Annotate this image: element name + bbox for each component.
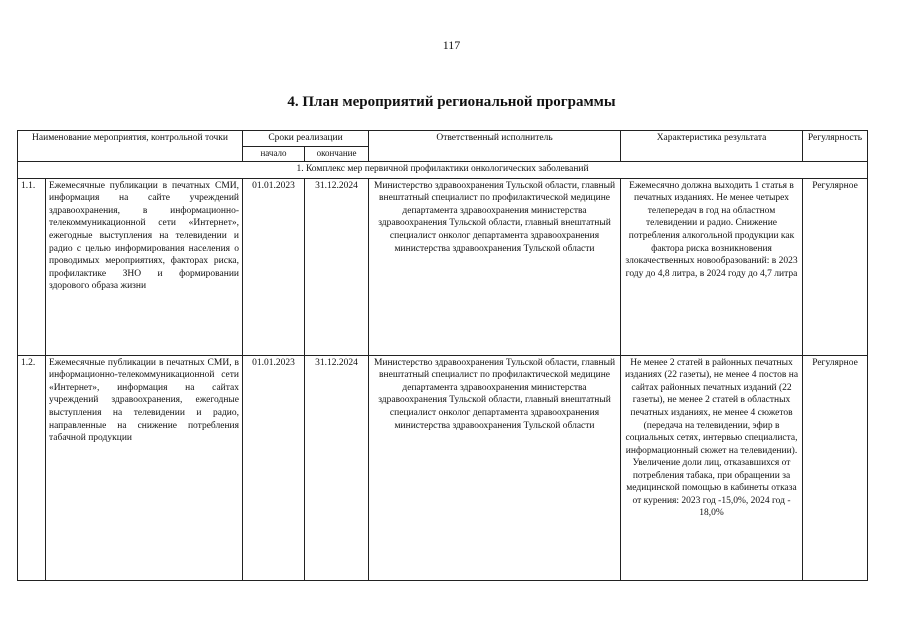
row-start-date: 01.01.2023 xyxy=(243,178,305,355)
row-regularity: Регулярное xyxy=(803,178,868,355)
row-name: Ежемесячные публикации в печатных СМИ, информация на сайте учреждений здравоохранения, в информационно-телекоммуникационной сети «Интернет», ежегодные выступления на телевидении и радио с целью информирования населения о проводимых мероприятиях, факторах риска, профилактике ЗНО и формировании здорового образа жизни xyxy=(46,178,243,355)
header-start: начало xyxy=(243,147,305,162)
table-row xyxy=(18,355,868,580)
header-regularity: Регулярность xyxy=(803,131,868,162)
header-executor: Ответственный исполнитель xyxy=(369,131,621,162)
section-title: 1. Комплекс мер первичной профилактики онкологических заболеваний xyxy=(18,161,868,178)
row-result: Ежемесячно должна выходить 1 статья в печатных изданиях. Не менее четырех телепередач в год на областном телевидении и радио. Снижение потребления алкогольной продукции как фактора риска возникновения злокачественных новообразований: в 2023 году до 4,8 литра, в 2024 году до 4,7 литра xyxy=(621,178,803,355)
row-number: 1.1. xyxy=(18,178,46,355)
row-result: Не менее 2 статей в районных печатных изданиях (22 газеты), не менее 4 постов на сайтах районных печатных изданий (22 газеты), не менее 2 статей в областных печатных изданиях, не менее 4 сюжетов (передача на телевидении, эфир в социальных сетях, интервью специалиста, информационный сюжет на телевидении). Увеличение доли лиц, отказавшихся от потребления табака, при обращении за медицинской помощью в кабинеты отказа от курения: 2023 год -15,0%, 2024 год - 18,0% xyxy=(621,355,803,580)
action-plan-table xyxy=(17,130,868,581)
header-name: Наименование мероприятия, контрольной точки xyxy=(18,131,243,162)
row-name: Ежемесячные публикации в печатных СМИ, в информационно-телекоммуникационной сети «Интернет», информация на сайтах учреждений здравоохранения, ежегодные выступления на телевидении и радио, направленные на снижение потребления табачной продукции xyxy=(46,355,243,580)
section-heading: 4. План мероприятий региональной программы xyxy=(287,94,616,110)
row-end-date: 31.12.2024 xyxy=(305,355,369,580)
row-executor: Министерство здравоохранения Тульской области, главный внештатный специалист по профилактической медицине департамента здравоохранения министерства здравоохранения Тульской области, главный внештатный специалист онколог департамента здравоохранения министерства здравоохранения Тульской области xyxy=(369,178,621,355)
header-dates: Сроки реализации xyxy=(243,131,369,147)
row-regularity: Регулярное xyxy=(803,355,868,580)
page-number: 117 xyxy=(442,38,461,52)
row-number: 1.2. xyxy=(18,355,46,580)
row-start-date: 01.01.2023 xyxy=(243,355,305,580)
row-end-date: 31.12.2024 xyxy=(305,178,369,355)
header-result: Характеристика результата xyxy=(621,131,803,162)
table-row xyxy=(18,178,868,355)
header-end: окончание xyxy=(305,147,369,162)
row-executor: Министерство здравоохранения Тульской области, главный внештатный специалист по профилактической медицине департамента здравоохранения министерства здравоохранения Тульской области, главный внештатный специалист онколог департамента здравоохранения министерства здравоохранения Тульской области xyxy=(369,355,621,580)
